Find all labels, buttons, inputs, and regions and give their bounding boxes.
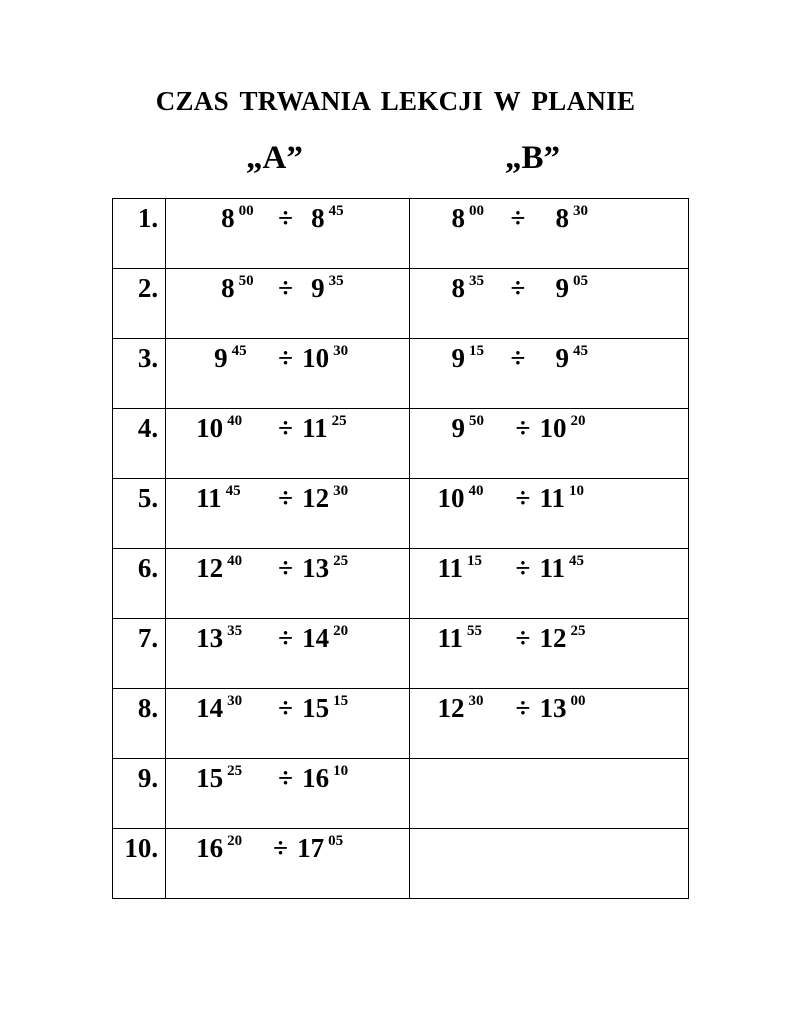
lesson-start-time-hour: 10 — [437, 483, 465, 513]
lesson-number: 3. — [137, 343, 159, 373]
lesson-end-time — [302, 553, 348, 584]
lesson-end-time-hour: 13 — [539, 693, 567, 723]
lesson-end-time-hour: 9 — [311, 273, 325, 303]
lesson-end-time-hour: 14 — [302, 623, 330, 653]
lesson-end-time-minutes: 05 — [573, 273, 588, 289]
lesson-start-time-hour: 9 — [451, 413, 465, 443]
plan-a-time-cell — [166, 479, 409, 549]
lesson-start-time — [452, 413, 485, 444]
lesson-start-time-minutes: 00 — [238, 203, 254, 219]
lesson-number-cell — [113, 689, 166, 759]
lesson-end-time-hour: 8 — [311, 203, 325, 233]
lesson-row — [113, 199, 689, 269]
time-separator: ÷ — [278, 343, 293, 373]
lesson-start-time-minutes: 30 — [227, 693, 243, 709]
lesson-start-time-minutes: 40 — [227, 553, 243, 569]
lesson-start-time-hour: 8 — [451, 203, 465, 233]
lesson-number-cell — [113, 829, 166, 899]
lesson-row — [113, 479, 689, 549]
lesson-number-cell — [113, 339, 166, 409]
lesson-start-time — [214, 343, 247, 374]
lesson-start-time-minutes: 45 — [225, 483, 241, 499]
lesson-number-cell — [113, 479, 166, 549]
lesson-start-time-hour: 14 — [196, 693, 224, 723]
lesson-start-time-hour: 12 — [196, 553, 224, 583]
lesson-end-time-minutes: 25 — [570, 623, 586, 639]
lesson-end-time — [302, 343, 348, 374]
lesson-schedule-table — [112, 198, 689, 899]
plan-a-time-cell — [166, 619, 409, 689]
lesson-start-time-hour: 13 — [196, 623, 224, 653]
lesson-start-time-hour: 11 — [196, 483, 222, 513]
plan-b-time-cell — [409, 829, 689, 899]
lesson-end-time — [540, 483, 585, 514]
time-separator: ÷ — [278, 623, 293, 653]
lesson-end-time — [302, 763, 348, 794]
lesson-start-time — [196, 483, 241, 514]
lesson-start-time-minutes: 45 — [231, 343, 247, 359]
plan-a-time-cell — [166, 549, 409, 619]
lesson-end-time-minutes: 05 — [328, 833, 344, 849]
lesson-end-time-minutes: 45 — [573, 343, 588, 359]
lesson-start-time-minutes: 40 — [468, 483, 484, 499]
lesson-start-time — [438, 623, 483, 654]
lesson-end-time-hour: 9 — [555, 343, 569, 373]
lesson-number: 4. — [137, 413, 159, 443]
plan-a-time-cell — [166, 759, 409, 829]
lesson-number: 8. — [137, 693, 159, 723]
lesson-end-time-minutes: 00 — [570, 693, 586, 709]
time-separator: ÷ — [278, 203, 293, 233]
lesson-start-time-hour: 15 — [196, 763, 224, 793]
lesson-end-time-minutes: 30 — [333, 483, 349, 499]
lesson-end-time — [556, 273, 589, 304]
lesson-end-time-minutes: 35 — [328, 273, 344, 289]
lesson-row — [113, 829, 689, 899]
lesson-row — [113, 759, 689, 829]
lesson-start-time-minutes: 20 — [227, 833, 243, 849]
page-title: CZAS TRWANIA LEKCJI W PLANIE — [155, 86, 636, 116]
lesson-end-time-minutes: 30 — [333, 343, 349, 359]
lesson-end-time-minutes: 10 — [333, 763, 349, 779]
lesson-start-time — [196, 623, 242, 654]
lesson-end-time-hour: 11 — [539, 483, 566, 513]
lesson-end-time — [556, 343, 589, 374]
lesson-end-time-hour: 12 — [539, 623, 567, 653]
lesson-row — [113, 689, 689, 759]
plan-b-time-cell — [409, 409, 689, 479]
lesson-number: 2. — [137, 273, 159, 303]
lesson-start-time-minutes: 50 — [469, 413, 484, 429]
lesson-number: 6. — [137, 553, 159, 583]
lesson-end-time-hour: 16 — [302, 763, 330, 793]
lesson-number: 9. — [137, 763, 159, 793]
lesson-number-cell — [113, 199, 166, 269]
lesson-start-time — [196, 553, 242, 584]
lesson-start-time-minutes: 35 — [227, 623, 243, 639]
lesson-row — [113, 409, 689, 479]
lesson-start-time — [221, 273, 254, 304]
lesson-end-time — [302, 413, 347, 444]
time-separator: ÷ — [515, 553, 531, 583]
lesson-start-time-minutes: 00 — [469, 203, 484, 219]
time-separator: ÷ — [515, 483, 531, 513]
time-separator: ÷ — [278, 273, 293, 303]
lesson-end-time-minutes: 15 — [333, 693, 349, 709]
lesson-start-time-hour: 8 — [221, 203, 235, 233]
lesson-end-time-minutes: 10 — [569, 483, 585, 499]
plan-a-time-cell — [166, 829, 409, 899]
lesson-number: 7. — [137, 623, 159, 653]
lesson-end-time-minutes: 20 — [570, 413, 586, 429]
lesson-end-time-hour: 11 — [302, 413, 328, 443]
lesson-start-time-hour: 16 — [196, 833, 224, 863]
lesson-end-time-hour: 15 — [302, 693, 330, 723]
lesson-row — [113, 339, 689, 409]
lesson-start-time-hour: 8 — [451, 273, 465, 303]
lesson-start-time-minutes: 15 — [469, 343, 484, 359]
lesson-start-time-hour: 11 — [437, 553, 464, 583]
lesson-start-time-minutes: 30 — [468, 693, 484, 709]
lesson-start-time-hour: 11 — [437, 623, 464, 653]
lesson-end-time-minutes: 25 — [333, 553, 349, 569]
plan-b-time-cell — [409, 339, 689, 409]
lesson-end-time — [540, 553, 585, 584]
lesson-start-time — [221, 203, 254, 234]
lesson-number: 1. — [137, 203, 159, 233]
lesson-start-time — [438, 693, 484, 724]
time-separator: ÷ — [278, 763, 293, 793]
time-separator: ÷ — [515, 623, 531, 653]
lesson-end-time-hour: 10 — [539, 413, 567, 443]
lesson-start-time-hour: 9 — [451, 343, 465, 373]
schedule-body — [113, 199, 689, 899]
lesson-start-time — [452, 203, 485, 234]
lesson-start-time-minutes: 50 — [238, 273, 254, 289]
lesson-number-cell — [113, 759, 166, 829]
lesson-start-time-minutes: 40 — [227, 413, 243, 429]
lesson-end-time — [540, 623, 586, 654]
lesson-start-time — [196, 413, 242, 444]
time-separator: ÷ — [278, 483, 293, 513]
lesson-end-time — [311, 273, 344, 304]
lesson-start-time-minutes: 35 — [469, 273, 484, 289]
lesson-end-time-minutes: 30 — [573, 203, 588, 219]
lesson-end-time-minutes: 45 — [569, 553, 585, 569]
plan-a-time-cell — [166, 269, 409, 339]
lesson-start-time-minutes: 15 — [467, 553, 483, 569]
lesson-end-time — [302, 483, 348, 514]
lesson-end-time-hour: 12 — [302, 483, 330, 513]
lesson-end-time — [302, 693, 348, 724]
lesson-start-time-hour: 12 — [437, 693, 465, 723]
time-separator: ÷ — [510, 273, 526, 303]
lesson-number-cell — [113, 619, 166, 689]
time-separator: ÷ — [278, 553, 293, 583]
lesson-start-time — [196, 833, 242, 864]
time-separator: ÷ — [510, 203, 526, 233]
lesson-end-time — [297, 833, 343, 864]
time-separator: ÷ — [510, 343, 526, 373]
plan-b-time-cell — [409, 549, 689, 619]
lesson-number: 5. — [137, 483, 159, 513]
lesson-start-time — [452, 273, 485, 304]
lesson-end-time-hour: 10 — [302, 343, 330, 373]
lesson-end-time — [540, 413, 586, 444]
lesson-end-time — [556, 203, 589, 234]
lesson-end-time-minutes: 25 — [331, 413, 347, 429]
plan-b-time-cell — [409, 759, 689, 829]
lesson-end-time — [540, 693, 586, 724]
lesson-start-time — [438, 483, 484, 514]
lesson-start-time-hour: 10 — [196, 413, 224, 443]
plan-a-header: „A” — [246, 140, 303, 176]
lesson-start-time — [196, 763, 242, 794]
lesson-row — [113, 269, 689, 339]
plan-a-time-cell — [166, 689, 409, 759]
plan-b-header: „B” — [505, 140, 561, 176]
lesson-end-time-hour: 9 — [555, 273, 569, 303]
lesson-start-time — [196, 693, 242, 724]
time-separator: ÷ — [273, 833, 288, 863]
plan-b-time-cell — [409, 269, 689, 339]
time-separator: ÷ — [278, 693, 293, 723]
plan-a-time-cell — [166, 199, 409, 269]
lesson-start-time — [438, 553, 483, 584]
lesson-start-time-hour: 8 — [221, 273, 235, 303]
plan-b-time-cell — [409, 689, 689, 759]
plan-a-time-cell — [166, 409, 409, 479]
lesson-end-time-minutes: 45 — [328, 203, 344, 219]
lesson-start-time-minutes: 55 — [467, 623, 483, 639]
lesson-number: 10. — [124, 833, 159, 863]
lesson-end-time — [302, 623, 348, 654]
lesson-end-time-hour: 11 — [539, 553, 566, 583]
time-separator: ÷ — [515, 413, 531, 443]
lesson-end-time-minutes: 20 — [333, 623, 349, 639]
lesson-start-time-hour: 9 — [214, 343, 228, 373]
time-separator: ÷ — [278, 413, 293, 443]
time-separator: ÷ — [515, 693, 531, 723]
plan-b-time-cell — [409, 619, 689, 689]
lesson-number-cell — [113, 409, 166, 479]
plan-b-time-cell — [409, 479, 689, 549]
lesson-end-time-hour: 8 — [555, 203, 569, 233]
lesson-end-time — [311, 203, 344, 234]
lesson-row — [113, 619, 689, 689]
lesson-end-time-hour: 17 — [297, 833, 325, 863]
lesson-start-time-minutes: 25 — [227, 763, 243, 779]
lesson-start-time — [452, 343, 485, 374]
lesson-end-time-hour: 13 — [302, 553, 330, 583]
lesson-row — [113, 549, 689, 619]
lesson-number-cell — [113, 549, 166, 619]
plan-a-time-cell — [166, 339, 409, 409]
plan-b-time-cell — [409, 199, 689, 269]
lesson-number-cell — [113, 269, 166, 339]
